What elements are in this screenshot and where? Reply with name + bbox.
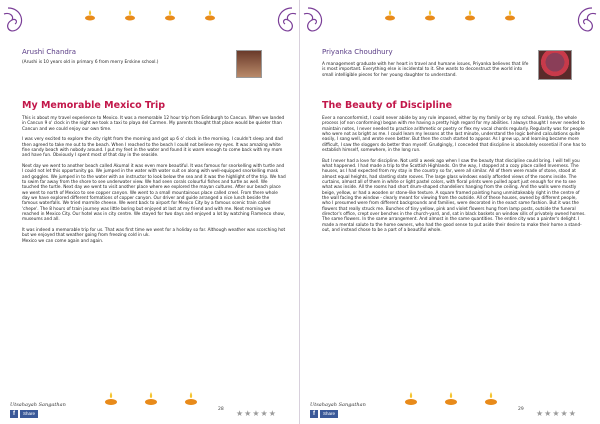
diya-row: [385, 10, 515, 21]
footer-diya-decoration: [396, 388, 506, 408]
article-body: [322, 116, 586, 239]
facebook-icon[interactable]: f: [10, 410, 18, 418]
diya-row: [85, 10, 215, 21]
author-name: Priyanka Choudhury: [322, 48, 393, 56]
author-name: Arushi Chandra: [22, 48, 77, 56]
page-number: 28: [218, 407, 224, 412]
paragraph: It was indeed a memorable trip for us. That was first time we went for a holiday so far. Although weather was scorching hot but we enjoyed that weather going from freezing cold in uk.: [22, 228, 286, 239]
header-decoration: [300, 4, 600, 36]
paragraph: This is about my travel experience to Mexico. It was a memorable 12 hour trip from Edinburgh to Cancun. When we landed in Cancun 9 o' clock in the night we took a taxi to playa del Carmen. My parents thought that place would be quieter than Cancun and we could enjoy our own time.: [22, 116, 285, 132]
author-photo: [236, 50, 262, 78]
article-title: My Memorable Mexico Trip: [22, 100, 166, 111]
author-bio: (Arushi is 10 years old in primary 6 from merry Erskine school.): [22, 60, 159, 65]
paragraph: But I never had a love for discipline. Not until a week ago when I saw the beauty that discipline could bring. I will tell you what happened. I had made a trip to the Scottish Highlands. On the way, I stopped at a cozy place called Inverness. The houses, as I had expected from my stay in the country so far, were all similar. All of them were made of stone, stood at almost equal heights, had slanting slate rooves. The large glass windows easily afforded views of the rooms inside. The curtains, almost all of them in white or light pastel colors, with floral prints were pulled apart just enough for me to see what was inside. All the rooms had short drum-shaped chandeliers hanging from the ceiling. And the walls were mostly beige, yellow, or had a wooden or stone-like texture. A square framed painting hung unmistakeably right in the centre of the wall facing the window - clearly meant for viewing from the outside. All of these houses, owned by different people, who I presumed were from different backgrounds and families, were decorated in the exact same fashion. But it was the flowers that really struck me. Bunches of tiny yellow, pink and violet flowers hung from lamp posts, outside the funeral director's office, crept over benches in the church-yard, and, sat in black baskets on window sills of privately owned homes. The same flowers. In the same arrangement. And almost in the same quantities. The entire city was a painter's delight. I made a mental salute to the home owners, who had the good sense to put aside their desire to make their home a stand-out, and instead chose to be a part of a beautiful whole.: [322, 158, 586, 234]
paisley-ornament-left: [4, 8, 22, 31]
right-page: [300, 0, 600, 424]
page-footer: [300, 384, 600, 424]
paisley-ornament-left: [304, 8, 322, 31]
page-number: 29: [518, 407, 524, 412]
facebook-icon[interactable]: f: [310, 410, 318, 418]
paragraph: Mexico we can come again and again.: [22, 238, 104, 244]
paragraph: I was very excited to explore the city right from the morning and got up 6 o' clock in the morning. I couldn't sleep and dad then agreed to take me out to the beach. When I reached to the beach I could not believe my eyes. It was amazing white fine sandy beach with nobody around. I put my feet in the water and found it is warm enough to come back with my mom and have fun. Obviously I spent most of that day in the seaside.: [22, 137, 283, 159]
paisley-ornament-right: [578, 8, 596, 31]
author-bio: A management graduate with her heart in travel and humane issues, Priyanka believes that life is most important. Everything else is incidental to it. She wants to deconstruct the world into small intelligible pieces for her young daughter to understand.: [322, 62, 529, 78]
paragraph: Ever a nonconformist, I could never abide by any rule imposed, either by my family or by my school. Frankly, the whole process (of non conforming) began with me having a pretty high regard for my abilities. I always thought I never needed to maintain notes, I never needed to practice arithmetic or poetry or flex my vocal chords regularly. Regularity was for people who were not as bright as me. I could learn my lessons at the last minute, understand the logic behind calculations quite easily, I sang well, and wrote even better. But then the crash started to appear. As I grew up, and learning became more difficult, I saw the sloggers do better than myself. Grudgingly, I conceded that discipline is absolutely essential if one has to establish himself, somewhere, in the long run.: [322, 116, 586, 154]
paragraph: Next day we went to another beach called Akumal it was even more beautiful. It was famous for snorkelling with turtle and I could not let this opportunity go. We jumped in the water with water suit on along with well-equipped snorkelling mask and goggles. We jumped in to the water with an instructor to look below the sea and it was the highlight of the trip. We had to swim far away from the shore to see underwater view. We had seen corals colourful fishes and turtle as well. We touched the turtle. Next day we went to visit another place where we explored the mayan cultures. After our beach place we went to north of Mexico to see copper canyon. We went to a small mountainous place called creel. From there whole day we have explored different formations of copper canyon. Our driver and guide arranged a nice lunch beside the famous waterfalls. We tried marmite cheese. We went back to airport for Mexico City by a famous scenic train called 'chepe'. The 8 hours of train journey was little boring but enjoyed at last at my friend and with me. Next morning we reached in Mexico City. Our hotel was in city centre. We stayed for two days and enjoyed a lot by watching Flamenco show, museums and all.: [22, 164, 286, 223]
star-rating[interactable]: ★★★★★: [236, 409, 277, 418]
paisley-ornament-right: [278, 8, 296, 31]
facebook-share[interactable]: [10, 410, 38, 418]
header-decoration: [0, 4, 300, 36]
brand-logo: Utsahayah Sangathan: [310, 402, 366, 408]
facebook-share[interactable]: [310, 410, 338, 418]
share-button[interactable]: Share: [320, 410, 338, 418]
article-body: [22, 116, 286, 249]
page-footer: [0, 384, 300, 424]
share-button[interactable]: Share: [20, 410, 38, 418]
footer-diya-decoration: [96, 388, 206, 408]
star-rating[interactable]: ★★★★★: [536, 409, 577, 418]
article-title: The Beauty of Discipline: [322, 100, 453, 111]
author-photo: [538, 50, 572, 80]
brand-logo: Utsahayah Sangathan: [10, 402, 66, 408]
